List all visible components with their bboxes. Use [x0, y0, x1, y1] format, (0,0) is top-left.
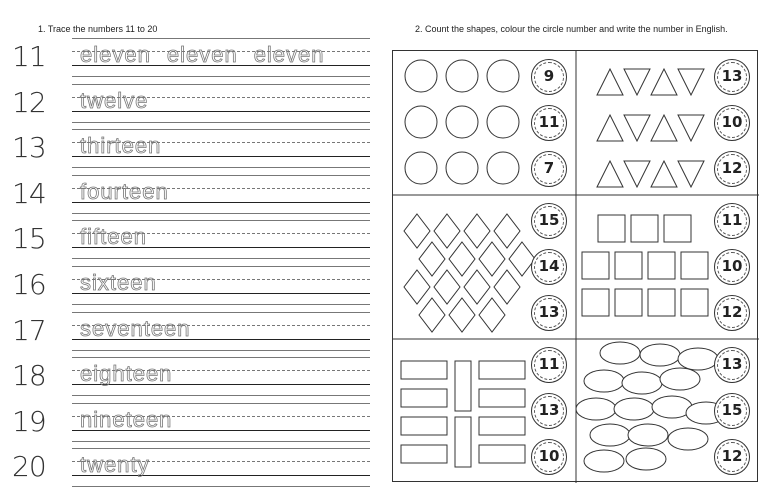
- trace-word[interactable]: nineteen: [80, 406, 173, 432]
- rectangle-shape: [455, 417, 471, 467]
- option-number: 13: [721, 67, 743, 85]
- oval-shape: [626, 448, 666, 470]
- trace-word[interactable]: twelve: [80, 87, 149, 113]
- circle-shape: [446, 152, 478, 184]
- rectangle-shape: [401, 389, 447, 407]
- number-option-badge[interactable]: [714, 151, 750, 187]
- trace-word-repeat[interactable]: eleven: [166, 42, 238, 67]
- rectangle-shape: [479, 389, 525, 407]
- option-number: 10: [538, 447, 560, 465]
- row-numeral: 19: [12, 404, 46, 438]
- square-shape: [631, 215, 658, 242]
- rectangle-shape: [401, 417, 447, 435]
- option-number: 11: [538, 113, 560, 131]
- triangle-shape: [651, 161, 677, 187]
- trace-word[interactable]: seventeen: [80, 315, 191, 341]
- circle-shape: [487, 152, 519, 184]
- diamond-shape: [494, 214, 520, 248]
- option-number: 12: [721, 159, 743, 177]
- square-shape: [681, 252, 708, 279]
- writing-line: [72, 312, 370, 313]
- writing-line: [72, 403, 370, 404]
- trace-row: [0, 129, 392, 175]
- trace-word[interactable]: eleven eleven eleven: [80, 42, 325, 67]
- trace-word[interactable]: eighteen: [80, 361, 173, 387]
- trace-row: [0, 448, 392, 494]
- circle-shape: [405, 152, 437, 184]
- row-numeral: 14: [12, 176, 46, 210]
- square-shape: [615, 289, 642, 316]
- option-number: 15: [538, 211, 560, 229]
- diamond-shape: [464, 214, 490, 248]
- rectangle-shape: [479, 361, 525, 379]
- trace-word-repeat[interactable]: eleven: [253, 42, 325, 67]
- number-option-badge[interactable]: [531, 59, 567, 95]
- oval-shape: [660, 368, 700, 390]
- oval-shape: [576, 398, 616, 420]
- square-shape: [615, 252, 642, 279]
- oval-shape: [584, 370, 624, 392]
- writing-line: [72, 486, 370, 487]
- triangle-shape: [678, 115, 704, 141]
- instruction-1: 1. Trace the numbers 11 to 20: [38, 24, 158, 34]
- triangle-shape: [597, 69, 623, 95]
- oval-shape: [584, 450, 624, 472]
- square-shape: [648, 289, 675, 316]
- triangle-shape: [597, 115, 623, 141]
- trace-row: [0, 312, 392, 358]
- trace-row: [0, 357, 392, 403]
- square-shape: [582, 289, 609, 316]
- circle-shape: [487, 106, 519, 138]
- oval-shape: [678, 348, 718, 370]
- number-option-badge[interactable]: [531, 249, 567, 285]
- counting-grid: [392, 50, 758, 482]
- writing-line: [72, 213, 370, 214]
- option-number: 10: [721, 257, 743, 275]
- writing-line: [72, 448, 370, 449]
- writing-line: [72, 350, 370, 351]
- circle-shape: [446, 60, 478, 92]
- option-number: 11: [721, 211, 743, 229]
- oval-shape: [614, 398, 654, 420]
- triangle-shape: [597, 161, 623, 187]
- rectangle-shape: [455, 361, 471, 411]
- oval-shape: [590, 424, 630, 446]
- number-option-badge[interactable]: [714, 439, 750, 475]
- diamond-shape: [494, 270, 520, 304]
- trace-row: [0, 266, 392, 312]
- number-option-badge[interactable]: [714, 249, 750, 285]
- circle-shape: [487, 60, 519, 92]
- row-numeral: 16: [12, 268, 46, 301]
- trace-row: [0, 403, 392, 449]
- writing-line: [72, 441, 370, 442]
- oval-shape: [640, 344, 680, 366]
- number-option-badge[interactable]: [531, 347, 567, 383]
- number-option-badge[interactable]: [714, 203, 750, 239]
- rectangle-shape: [401, 361, 447, 379]
- number-option-badge[interactable]: [714, 295, 750, 331]
- option-number: 10: [721, 113, 743, 131]
- option-number: 12: [721, 303, 743, 321]
- square-shape: [598, 215, 625, 242]
- option-number: 9: [543, 67, 555, 85]
- number-option-badge[interactable]: [531, 439, 567, 475]
- trace-word[interactable]: thirteen: [80, 133, 162, 159]
- option-number: 14: [538, 257, 560, 275]
- oval-shape: [668, 428, 708, 450]
- number-option-badge[interactable]: [714, 105, 750, 141]
- number-option-badge[interactable]: [531, 203, 567, 239]
- trace-row: [0, 38, 392, 84]
- row-numeral: 11: [12, 40, 46, 73]
- writing-line: [72, 129, 370, 130]
- writing-line: [72, 220, 370, 221]
- trace-word[interactable]: twenty: [80, 452, 150, 478]
- trace-word[interactable]: fifteen: [80, 224, 147, 250]
- writing-line: [72, 266, 370, 267]
- row-numeral: 20: [12, 450, 46, 484]
- option-number: 7: [543, 159, 555, 177]
- diamond-shape: [464, 270, 490, 304]
- writing-line: [72, 76, 370, 77]
- diamond-shape: [479, 298, 505, 332]
- writing-line: [72, 122, 370, 123]
- option-number: 15: [721, 401, 743, 419]
- number-option-badge[interactable]: [531, 151, 567, 187]
- row-numeral: 15: [12, 222, 46, 256]
- diamond-shape: [449, 298, 475, 332]
- option-number: 11: [538, 355, 560, 373]
- trace-word[interactable]: sixteen: [80, 270, 157, 295]
- writing-line: [72, 38, 370, 39]
- diamond-shape: [479, 242, 505, 276]
- circle-shape: [446, 106, 478, 138]
- trace-row: [0, 175, 392, 221]
- square-shape: [648, 252, 675, 279]
- triangle-shape: [678, 69, 704, 95]
- option-number: 12: [721, 447, 743, 465]
- square-shape: [681, 289, 708, 316]
- writing-line: [72, 167, 370, 168]
- number-option-badge[interactable]: [531, 393, 567, 429]
- grid-shapes: [393, 51, 759, 483]
- triangle-shape: [624, 69, 650, 95]
- circle-shape: [405, 60, 437, 92]
- number-option-badge[interactable]: [531, 105, 567, 141]
- writing-line: [72, 395, 370, 396]
- trace-row: [0, 220, 392, 266]
- circle-shape: [405, 106, 437, 138]
- option-number: 13: [538, 303, 560, 321]
- rectangle-shape: [479, 417, 525, 435]
- row-numeral: 18: [12, 359, 46, 393]
- diamond-shape: [404, 214, 430, 248]
- square-shape: [664, 215, 691, 242]
- instruction-2: 2. Count the shapes, colour the circle number and write the number in English.: [415, 24, 728, 34]
- oval-shape: [622, 372, 662, 394]
- diamond-shape: [419, 242, 445, 276]
- oval-shape: [600, 342, 640, 364]
- triangle-shape: [651, 115, 677, 141]
- number-option-badge[interactable]: [714, 393, 750, 429]
- option-number: 13: [721, 355, 743, 373]
- triangle-shape: [624, 161, 650, 187]
- triangle-shape: [624, 115, 650, 141]
- square-shape: [582, 252, 609, 279]
- diamond-shape: [404, 270, 430, 304]
- row-numeral: 13: [12, 131, 46, 165]
- writing-line: [72, 357, 370, 358]
- diamond-shape: [434, 214, 460, 248]
- diamond-shape: [419, 298, 445, 332]
- rectangle-shape: [401, 445, 447, 463]
- oval-shape: [628, 424, 668, 446]
- diamond-shape: [449, 242, 475, 276]
- rectangle-shape: [479, 445, 525, 463]
- writing-line: [72, 304, 370, 305]
- writing-line: [72, 258, 370, 259]
- triangle-shape: [678, 161, 704, 187]
- diamond-shape: [434, 270, 460, 304]
- option-number: 13: [538, 401, 560, 419]
- number-option-badge[interactable]: [714, 347, 750, 383]
- writing-line: [72, 175, 370, 176]
- number-option-badge[interactable]: [714, 59, 750, 95]
- triangle-shape: [651, 69, 677, 95]
- writing-line: [72, 84, 370, 85]
- row-numeral: 17: [12, 313, 46, 347]
- row-numeral: 12: [12, 85, 46, 119]
- trace-row: [0, 84, 392, 130]
- number-option-badge[interactable]: [531, 295, 567, 331]
- trace-word[interactable]: fourteen: [80, 178, 169, 204]
